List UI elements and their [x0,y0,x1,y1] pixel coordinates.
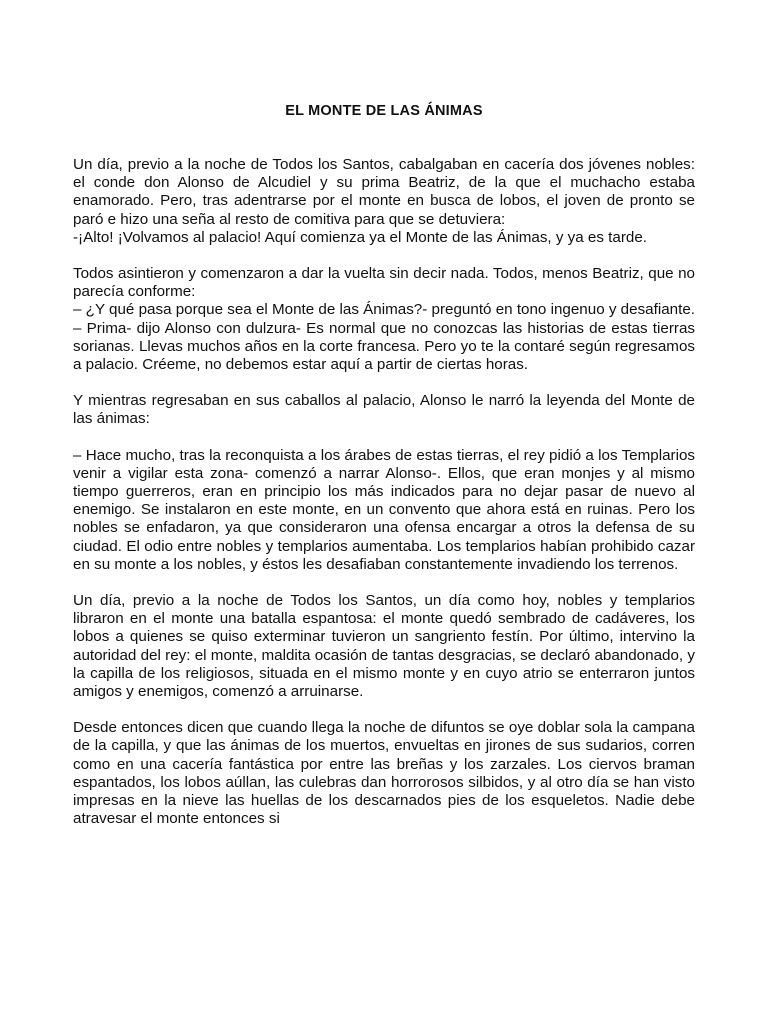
document-title: EL MONTE DE LAS ÁNIMAS [285,103,483,119]
paragraph-line: – Prima- dijo Alonso con dulzura- Es normal que no conozcas las historias de estas tierras sorianas. Llevas muchos años en la corte francesa. Pero yo te la contaré según regresamos a palacio. Créeme, no debemos estar aquí a partir de ciertas horas. [73,319,695,374]
paragraph-line: Y mientras regresaban en sus caballos al palacio, Alonso le narró la leyenda del Monte de las ánimas: [73,392,695,428]
paragraph-line: Un día, previo a la noche de Todos los Santos, cabalgaban en cacería dos jóvenes nobles: el conde don Alonso de Alcudiel y su prima Beatriz, de la que el muchacho estaba enamorado. Pero, tras adentrarse por el monte en busca de lobos, el joven de pronto se paró e hizo una seña al resto de comitiva para que se detuviera: [73,156,695,228]
paragraph-line: – ¿Y qué pasa porque sea el Monte de las Ánimas?- preguntó en tono ingenuo y desafiante. [73,301,695,319]
paragraph-line: – Hace mucho, tras la reconquista a los árabes de estas tierras, el rey pidió a los Templarios venir a vigilar esta zona- comenzó a narrar Alonso-. Ellos, que eran monjes y al mismo tiempo guerreros, eran en principio los más indicados para no dejar pasar de nuevo al enemigo. Se instalaron en este monte, en un convento que ahora está en ruinas. Pero los nobles se enfadaron, ya que consideraron una ofensa encargar a otros la defensa de su ciudad. El odio entre nobles y templarios aumentaba. Los templarios habían prohibido cazar en su monte a los nobles, y éstos les desafiaban constantemente invadiendo los terrenos. [73,446,695,573]
paragraph-line: Todos asintieron y comenzaron a dar la vuelta sin decir nada. Todos, menos Beatriz, que no parecía conforme: [73,265,695,301]
document-body [73,156,695,847]
paragraph-line: Un día, previo a la noche de Todos los Santos, un día como hoy, nobles y templarios libraron en el monte una batalla espantosa: el monte quedó sembrado de cadáveres, los lobos a quienes se quiso exterminar tuvieron un sangriento festín. Por último, intervino la autoridad del rey: el monte, maldita ocasión de tantas desgracias, se declaró abandonado, y la capilla de los religiosos, situada en el mismo monte y en cuyo atrio se enterraron juntos amigos y enemigos, comenzó a arruinarse. [73,592,695,701]
paragraph-6 [73,719,695,828]
paragraph-3 [73,392,695,428]
paragraph-5 [73,592,695,701]
paragraph-line: Desde entonces dicen que cuando llega la noche de difuntos se oye doblar sola la campana de la capilla, y que las ánimas de los muertos, envueltas en jirones de sus sudarios, corren como en una cacería fantástica por entre las breñas y los zarzales. Los ciervos braman espantados, los lobos aúllan, las culebras dan horrorosos silbidos, y al otro día se han visto impresas en la nieve las huellas de los descarnados pies de los esqueletos. Nadie debe atravesar el monte entonces si [73,719,695,828]
paragraph-2 [73,265,695,374]
paragraph-4 [73,447,695,574]
paragraph-1 [73,156,695,247]
paragraph-line: -¡Alto! ¡Volvamos al palacio! Aquí comienza ya el Monte de las Ánimas, y ya es tarde. [73,228,648,246]
